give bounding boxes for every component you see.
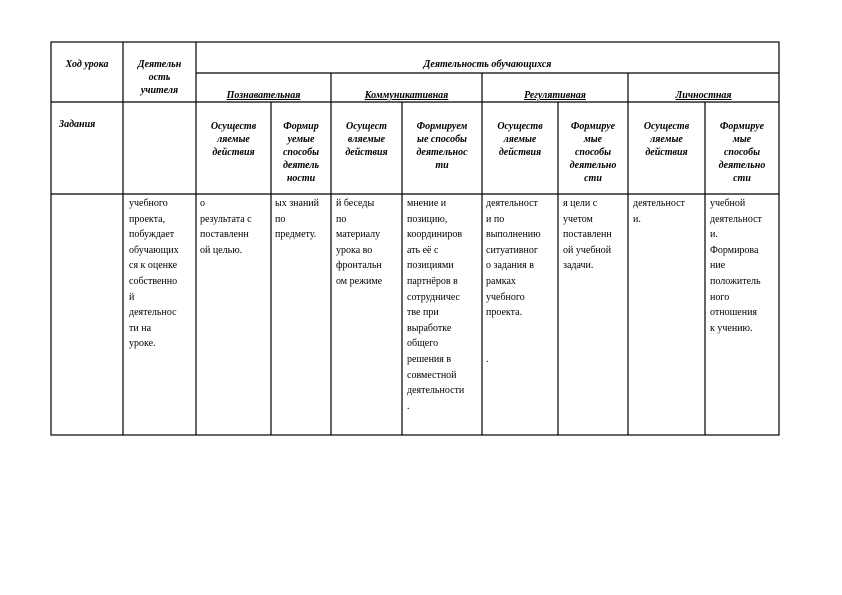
subheader-methods: Формируе мые способы деятельно сти [569, 121, 617, 184]
student-activity-header: Деятельность обучающихся [423, 59, 552, 70]
subheader-methods: Формируе мые способы деятельно сти [718, 121, 766, 184]
subheader-actions: Осуществ ляемые действия [497, 121, 543, 158]
table-cell: ых знаний по предмету. [275, 198, 320, 241]
table-cell: деятельност и. [633, 198, 685, 225]
group-communicative: Коммуникативная [364, 90, 449, 101]
teacher-activity-cell: учебного проекта, побуждает обучающих ся к оценке собственно й деятельнос ти на уроке. [129, 198, 179, 350]
tasks-header: Задания [59, 119, 96, 130]
lesson-course-header: Ход урока [65, 59, 109, 70]
table-cell: мнение и позицию, координиров ать её с позициями партнёров в сотрудничес тве при выработке общего решения в совместной деятельности . [407, 198, 465, 412]
table-cell: деятельност и по выполнению ситуативног о задания в рамках учебного проекта. . [486, 198, 541, 365]
group-regulative: Регулятивная [524, 90, 586, 101]
group-personal: Личностная [675, 90, 732, 101]
subheader-actions: Осущест вляемые действия [345, 121, 388, 158]
table-cell: я цели с учетом поставленн ой учебной задачи. [563, 198, 612, 272]
group-cognitive: Познавательная [226, 90, 301, 101]
table-cell: й беседы по материалу урока во фронтальн ом режиме [336, 198, 383, 287]
table-cell: о результата с поставленн ой целью. [200, 198, 252, 256]
subheader-actions: Осуществ ляемые действия [643, 121, 690, 158]
subheader-actions: Осуществ ляемые действия [210, 121, 257, 158]
table-cell: учебной деятельност и. Формирова ние положитель ного отношения к учению. [710, 198, 762, 334]
subheader-methods: Формир уемые способы деятель ности [282, 121, 320, 184]
subheader-methods: Формируем ые способы деятельнос ти [416, 121, 468, 171]
teacher-activity-header: Деятельн ость учителя [137, 59, 182, 96]
